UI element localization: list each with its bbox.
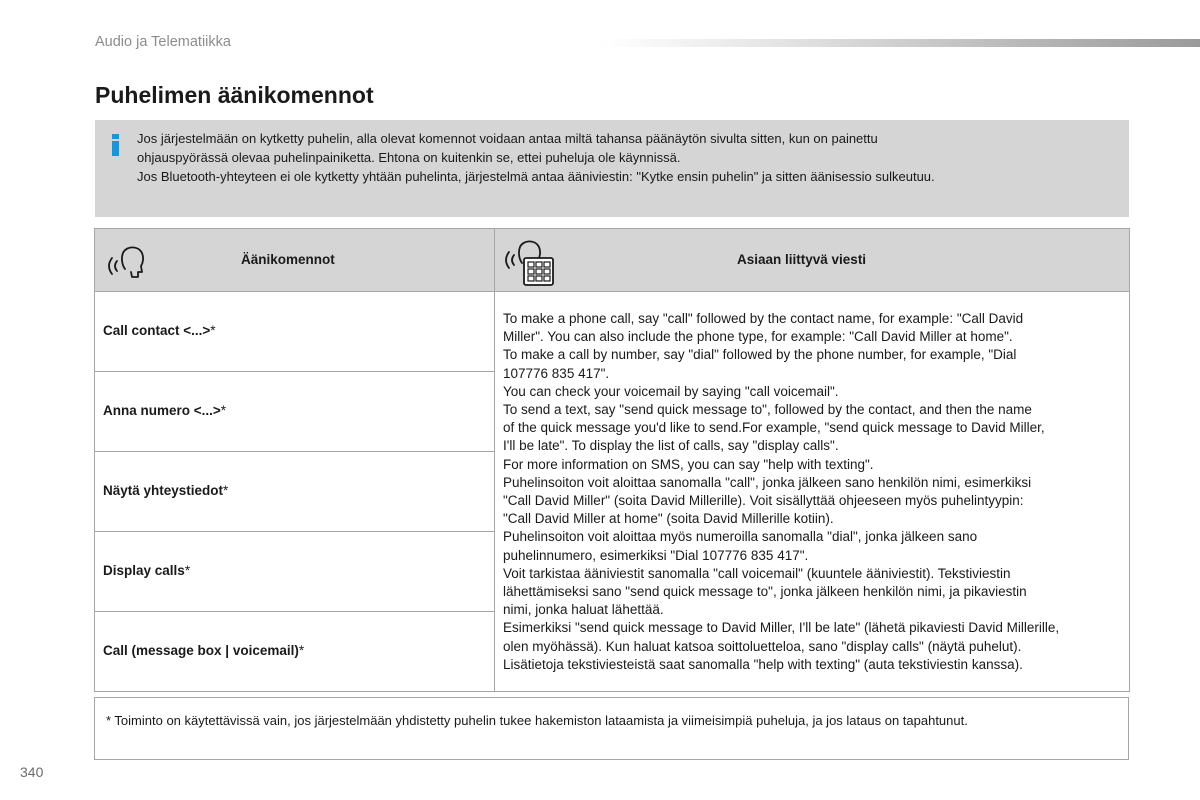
message-line: Lisätietoja tekstiviesteistä saat sanomalla "help with texting" (auta tekstiviestin kanssa). [503,656,1023,672]
message-cell [503,310,1123,674]
column-header-commands: Äänikomennot [241,252,335,267]
command-label: Display calls [103,563,185,578]
message-line: You can check your voicemail by saying "call voicemail". [503,383,839,399]
message-line: Esimerkiksi "send quick message to David Miller, I'll be late" (lähetä pikaviesti David Millerille, [503,620,1060,636]
command-row [95,532,494,612]
header-cell-messages [495,229,1129,292]
command-label: Anna numero <...> [103,403,221,418]
message-line: "Call David Miller at home" (soita David Millerille kotiin). [503,511,834,527]
command-row [95,612,494,692]
message-line: Puhelinsoiton voit aloittaa sanomalla "call", jonka jälkeen sano henkilön nimi, esimerkiksi [503,474,1032,490]
command-label: Call (message box | voicemail) [103,643,299,658]
speaking-phone-icon [502,237,558,287]
page-title: Puhelimen äänikomennot [95,82,374,108]
info-box [95,120,1129,217]
commands-column [95,292,495,691]
command-row [95,292,494,372]
info-line: Jos Bluetooth-yhteyteen ei ole kytketty yhtään puhelinta, järjestelmä antaa ääniviestin: "Kytke ensin puhelin" ja sitten äänisessio sulkeutuu. [137,169,935,184]
message-line: I'll be late". To display the list of calls, say "display calls". [503,438,839,454]
message-line: Miller". You can also include the phone type, for example: "Call David Miller at home". [503,329,1013,345]
info-line: Jos järjestelmään on kytketty puhelin, alla olevat komennot voidaan antaa miltä tahansa päänäytön sivulta sitten, kun on painettu [137,131,878,146]
page-number: 340 [20,764,44,780]
voice-commands-table [94,228,1130,692]
message-line: For more information on SMS, you can say "help with texting". [503,456,874,472]
availability-mark: * [223,483,229,498]
message-line: 107776 835 417". [503,365,610,381]
message-line: To make a call by number, say "dial" followed by the phone number, for example, "Dial [503,347,1017,363]
message-line: puhelinnumero, esimerkiksi "Dial 107776 835 417". [503,547,809,563]
availability-mark: * [184,563,191,578]
section-header: Audio ja Telematiikka [95,34,231,50]
info-icon [111,134,121,156]
info-line: ohjauspyörässä olevaa puhelinpainiketta. Ehtona on kuitenkin se, ettei puheluja ole käynnissä. [137,150,681,165]
message-line: "Call David Miller" (soita David Millerille). Voit sisällyttää ohjeeseen myös puhelintyypin: [503,493,1024,509]
footnote-box [94,697,1129,760]
message-line: Voit tarkistaa ääniviestit sanomalla "call voicemail" (kuuntele ääniviestit). Tekstiviestin [503,565,1011,581]
message-line: To make a phone call, say "call" followed by the contact name, for example: "Call David [503,311,1024,326]
message-line: To send a text, say "send quick message to", followed by the contact, and then the name [503,402,1032,418]
header-gradient-bar [600,39,1200,47]
speaking-head-icon [105,241,147,281]
message-line: Puhelinsoiton voit aloittaa myös numeroilla sanomalla "dial", jonka jälkeen sano [503,529,978,545]
command-row [95,372,494,452]
info-text [137,129,1117,186]
footnote-text: * Toiminto on käytettävissä vain, jos järjestelmään yhdistetty puhelin tukee hakemiston lataamista ja viimeisimpiä puheluja, ja jos lataus on tapahtunut. [106,713,968,728]
command-label: Call contact <...> [103,323,211,338]
header-cell-commands [95,229,495,292]
message-line: olen myöhässä). Kun haluat katsoa soittoluetteloa, sano "display calls" (näytä puhelut). [503,638,1022,654]
command-label: Näytä yhteystiedot [103,483,224,498]
message-line: of the quick message you'd like to send.For example, "send quick message to David Miller, [503,420,1045,436]
column-header-messages: Asiaan liittyvä viesti [737,252,867,267]
availability-mark: * [220,403,227,418]
message-line: lähettämiseksi sano "send quick message to", jonka jälkeen henkilön nimi, ja pikaviestin [503,584,1027,600]
message-line: nimi, jonka haluat lähettää. [503,602,664,618]
availability-mark: * [210,323,216,338]
availability-mark: * [298,643,305,658]
command-row [95,452,494,532]
